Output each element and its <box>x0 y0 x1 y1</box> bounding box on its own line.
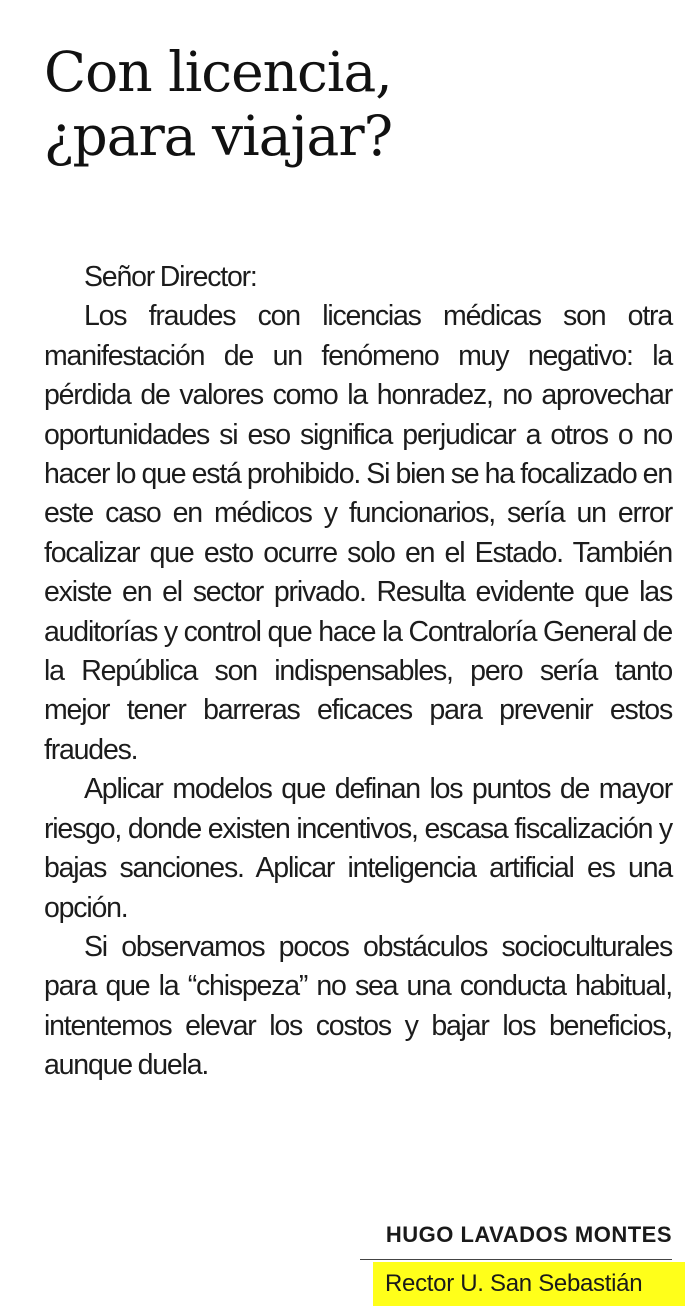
headline <box>44 0 672 168</box>
signature-divider <box>360 1259 672 1260</box>
paragraph-2: Aplicar modelos que definan los puntos de mayor riesgo, donde existen incentivos, escasa fiscalización y bajas sanciones. Aplicar inteligencia artificial es una opción. <box>44 773 672 924</box>
letter-article <box>44 0 672 1312</box>
author-name: HUGO LAVADOS MONTES <box>385 1222 672 1247</box>
paragraph-3: Si observamos pocos obstáculos socioculturales para que la “chispeza” no sea una conducta habitual, intentemos elevar los costos y bajar los beneficios, aunque duela. <box>44 930 672 1082</box>
letter-body <box>44 258 672 1086</box>
salutation: Señor Director: <box>84 261 257 293</box>
paragraph-1: Los fraudes con licencias médicas son otra manifestación de un fenómeno muy negativo: la pérdida de valores como la honradez, no aprovechar oportunidades si eso significa perjudicar a otros o no hacer lo que está prohibido. Si bien se ha focalizado en este caso en médicos y funcionarios, sería un error focalizar que esto ocurre solo en el Estado. También existe en el sector privado. Resulta evidente que las auditorías y control que hace la Contraloría General de la República son indispensables, pero sería tanto mejor tener barreras eficaces para prevenir estos fraudes. <box>44 300 672 766</box>
headline-line-2: ¿para viajar? <box>44 104 393 168</box>
headline-line-1: Con licencia, <box>44 40 392 104</box>
author-affiliation: Rector U. San Sebastián <box>373 1262 685 1306</box>
